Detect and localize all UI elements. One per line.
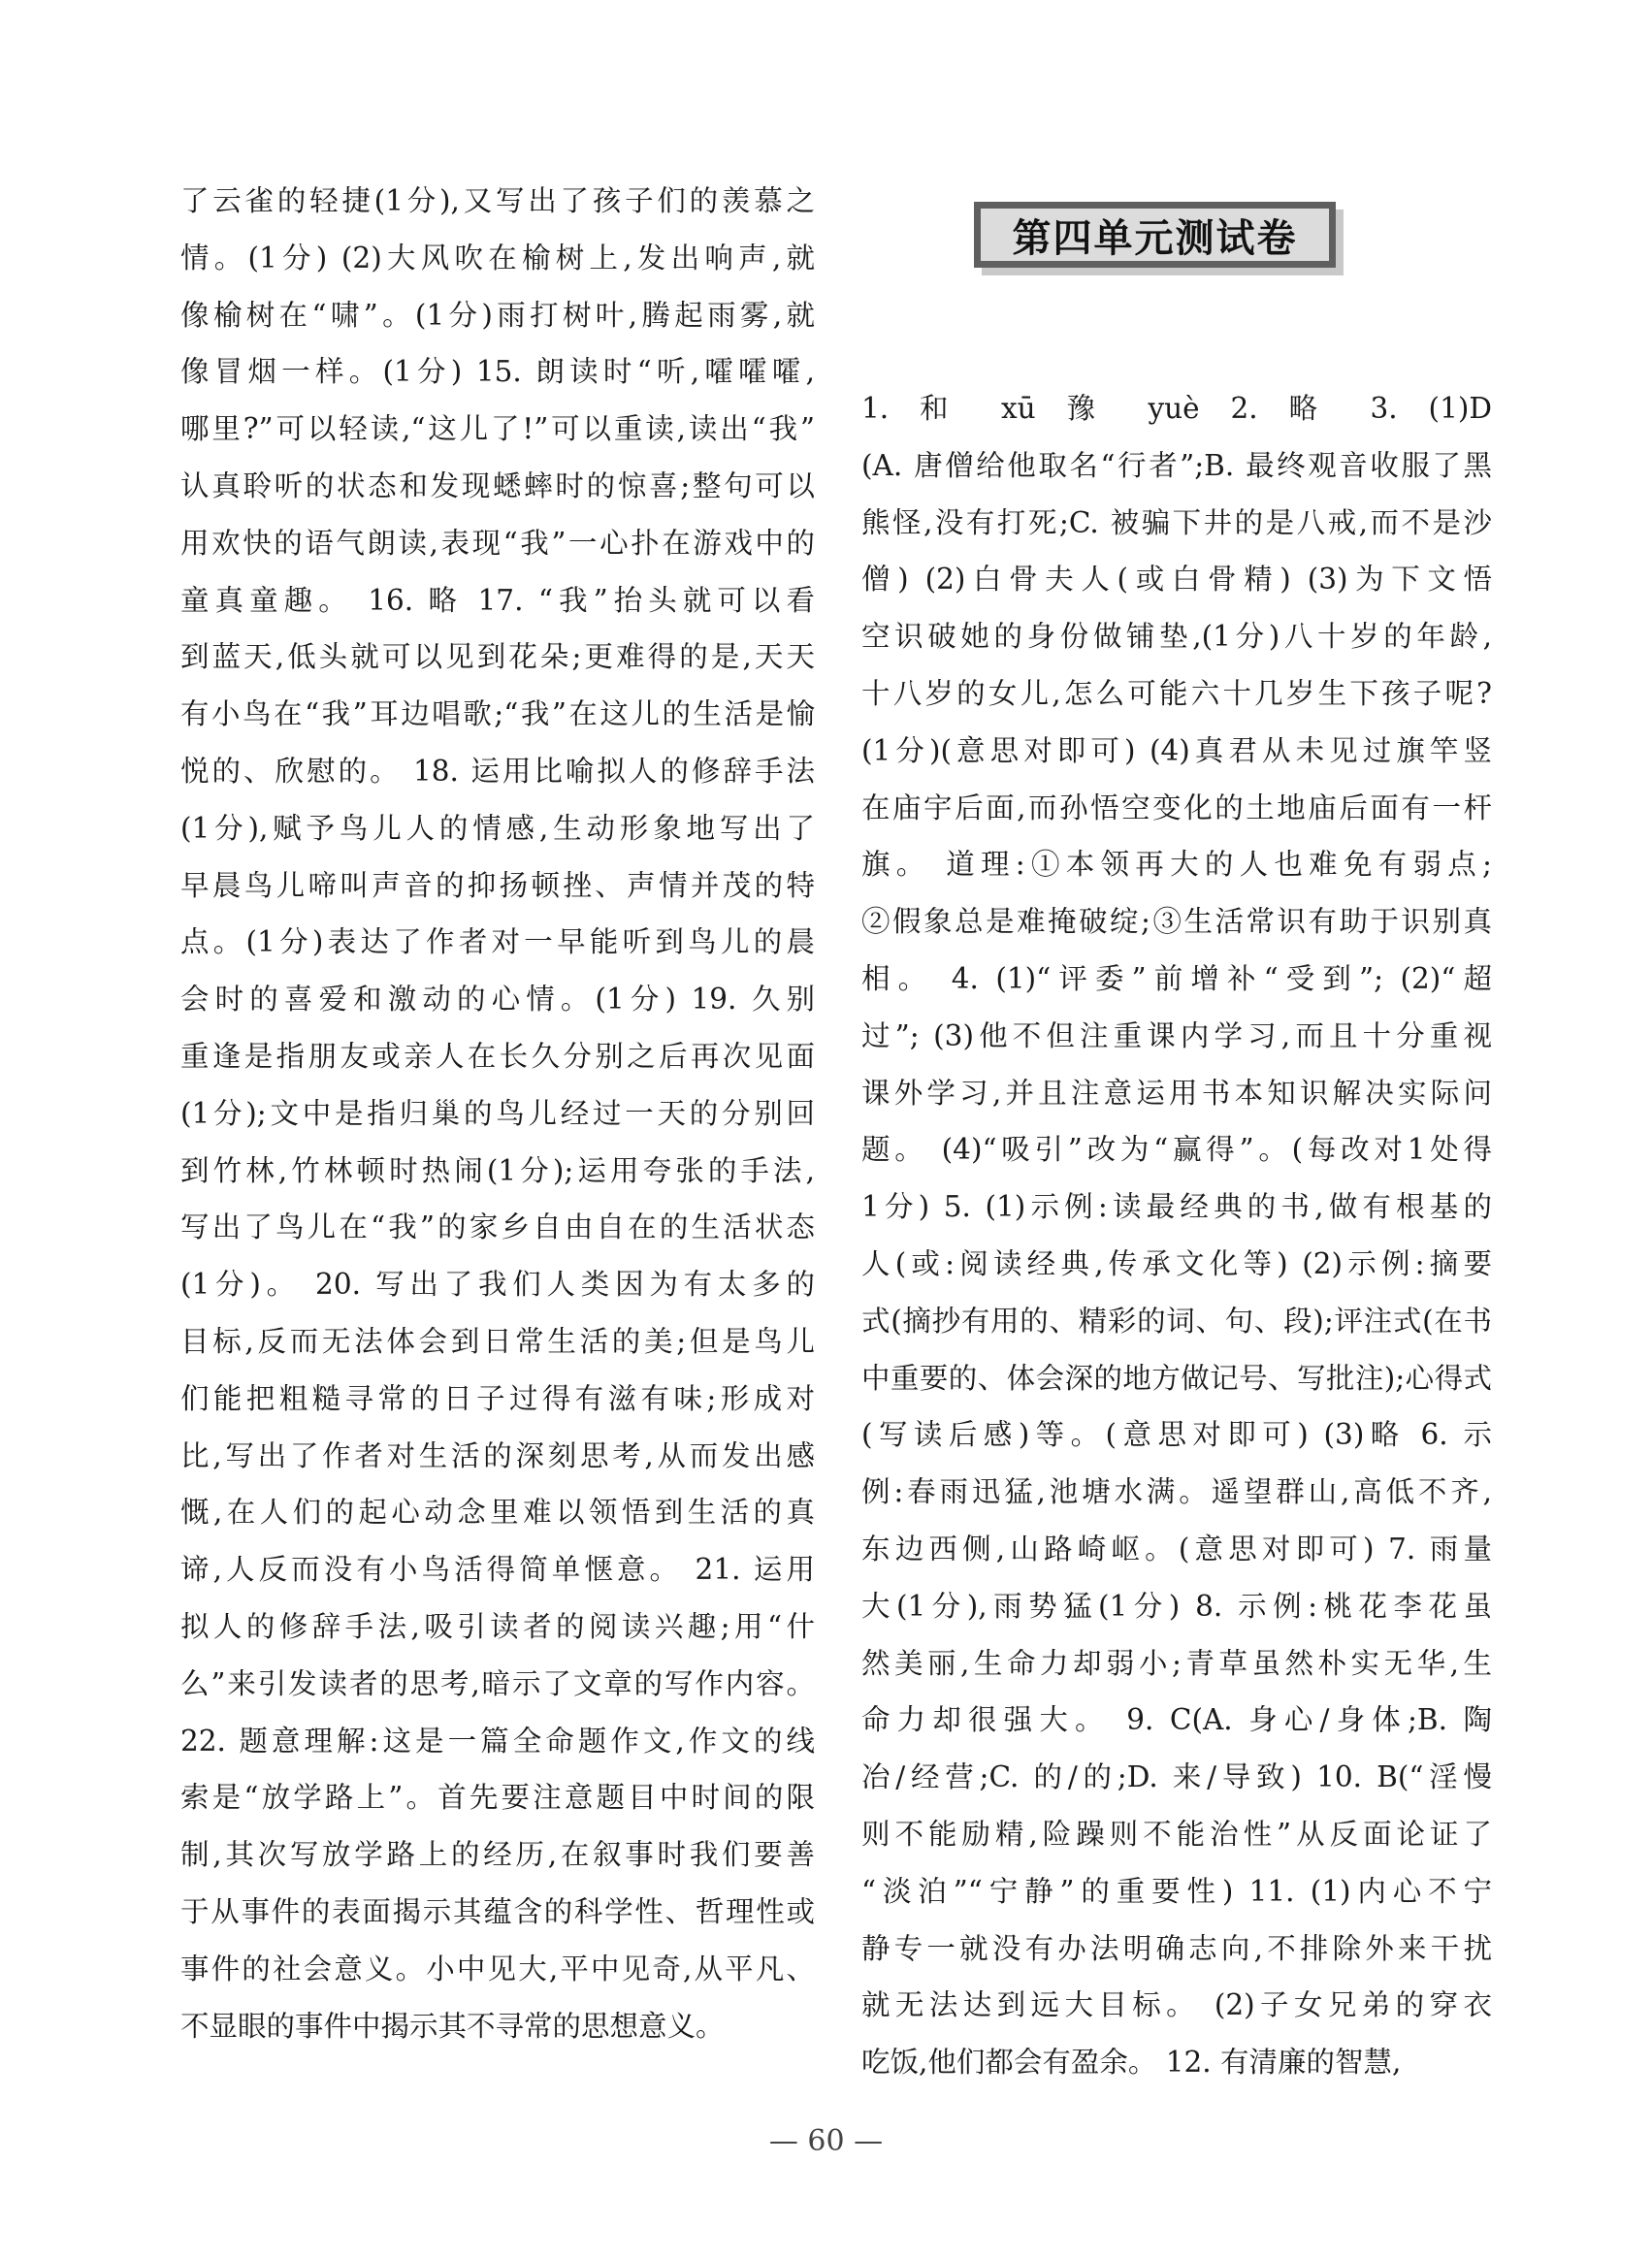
text-line: 了云雀的轻捷(1分),又写出了孩子们的羡慕之: [180, 184, 815, 217]
text-line: 索是“放学路上”。首先要注意题目中时间的限: [180, 1781, 815, 1815]
text-line: 就无法达到远大目标。 (2)子女兄弟的穿衣: [861, 1988, 1492, 2022]
text-line: 比,写出了作者对生活的深刻思考,从而发出感: [180, 1438, 815, 1472]
section-title: 第四单元测试卷: [981, 209, 1329, 261]
text-line: 1. 和 xū 豫 yuè 2. 略 3. (1)D: [861, 392, 1492, 425]
text-line: 大(1分),雨势猛(1分) 8. 示例:桃花李花虽: [861, 1589, 1492, 1623]
text-line: 不显眼的事件中揭示其不寻常的思想意义。: [180, 2009, 725, 2043]
text-line: 童真童趣。 16. 略 17. “我”抬头就可以看: [180, 583, 815, 617]
text-line: ②假象总是难掩破绽;③生活常识有助于识别真: [861, 905, 1492, 939]
text-line: 22. 题意理解:这是一篇全命题作文,作文的线: [180, 1724, 815, 1758]
text-line: 冶/经营;C. 的/的;D. 来/导致) 10. B(“淫慢: [861, 1760, 1492, 1794]
text-line: 十八岁的女儿,怎么可能六十几岁生下孩子呢?: [861, 676, 1492, 710]
text-line: 像冒烟一样。(1分) 15. 朗读时“听,嚯嚯嚯,: [180, 355, 815, 389]
text-line: (写读后感)等。(意思对即可) (3)略 6. 示: [861, 1418, 1492, 1452]
text-line: 旗。 道理:①本领再大的人也难免有弱点;: [861, 848, 1492, 882]
text-line: 会时的喜爱和激动的心情。(1分) 19. 久别: [180, 983, 815, 1017]
text-line: 静专一就没有办法明确志向,不排除外来干扰: [861, 1931, 1492, 1965]
text-line: (1分)(意思对即可) (4)真君从未见过旗竿竖: [861, 733, 1492, 767]
text-line: 有小鸟在“我”耳边唱歌;“我”在这儿的生活是愉: [180, 697, 815, 731]
text-line: (1分)。 20. 写出了我们人类因为有太多的: [180, 1268, 815, 1302]
text-line: 吃饭,他们都会有盈余。 12. 有清廉的智慧,: [861, 2046, 1402, 2080]
text-line: 僧) (2)白骨夫人(或白骨精) (3)为下文悟: [861, 563, 1492, 597]
text-line: 在庙宇后面,而孙悟空变化的土地庙后面有一杆: [861, 791, 1492, 824]
text-line: 相。 4. (1)“评委”前增补“受到”; (2)“超: [861, 961, 1492, 995]
text-line: 么”来引发读者的思考,暗示了文章的写作内容。: [180, 1666, 815, 1700]
text-line: 式(摘抄有用的、精彩的词、句、段);评注式(在书: [861, 1304, 1492, 1338]
text-line: 拟人的修辞手法,吸引读者的阅读兴趣;用“什: [180, 1609, 815, 1643]
section-title-banner: [974, 202, 1336, 268]
text-line: 写出了鸟儿在“我”的家乡自由自在的生活状态: [180, 1210, 815, 1244]
text-line: 到竹林,竹林顿时热闹(1分);运用夸张的手法,: [180, 1153, 815, 1187]
text-line: 人(或:阅读经典,传承文化等) (2)示例:摘要: [861, 1246, 1492, 1280]
text-line: 用欢快的语气朗读,表现“我”一心扑在游戏中的: [180, 526, 815, 560]
text-line: 熊怪,没有打死;C. 被骗下井的是八戒,而不是沙: [861, 505, 1492, 539]
text-line: 1分) 5. (1)示例:读最经典的书,做有根基的: [861, 1190, 1492, 1224]
text-line: 课外学习,并且注意运用书本知识解决实际问: [861, 1076, 1492, 1110]
right-column-answers: [861, 380, 1492, 2091]
text-line: 于从事件的表面揭示其蕴含的科学性、哲理性或: [180, 1894, 815, 1928]
text-line: 中重要的、体会深的地方做记号、写批注);心得式: [861, 1361, 1492, 1395]
text-line: 然美丽,生命力却弱小;青草虽然朴实无华,生: [861, 1646, 1492, 1680]
text-line: 点。(1分)表达了作者对一早能听到鸟儿的晨: [180, 925, 815, 959]
text-line: 过”; (3)他不但注重课内学习,而且十分重视: [861, 1018, 1492, 1052]
text-line: 东边西侧,山路崎岖。(意思对即可) 7. 雨量: [861, 1532, 1492, 1565]
left-column-answers: [180, 173, 815, 2054]
page-number: — 60 —: [768, 2124, 884, 2158]
text-line: (1分),赋予鸟儿人的情感,生动形象地写出了: [180, 811, 815, 845]
text-line: “淡泊”“宁静”的重要性) 11. (1)内心不宁: [861, 1874, 1492, 1908]
text-line: 命力却很强大。 9. C(A. 身心/身体;B. 陶: [861, 1703, 1492, 1737]
text-line: 早晨鸟儿啼叫声音的抑扬顿挫、声情并茂的特: [180, 868, 815, 902]
text-line: 事件的社会意义。小中见大,平中见奇,从平凡、: [180, 1952, 815, 1985]
text-line: (1分);文中是指归巢的鸟儿经过一天的分别回: [180, 1096, 815, 1130]
text-line: 悦的、欣慰的。 18. 运用比喻拟人的修辞手法: [180, 754, 815, 788]
text-line: 目标,反而无法体会到日常生活的美;但是鸟儿: [180, 1324, 815, 1358]
text-line: 空识破她的身份做铺垫,(1分)八十岁的年龄,: [861, 620, 1492, 654]
text-line: 认真聆听的状态和发现蟋蟀时的惊喜;整句可以: [180, 468, 815, 502]
text-line: 重逢是指朋友或亲人在长久分别之后再次见面: [180, 1039, 815, 1073]
text-line: 们能把粗糙寻常的日子过得有滋有味;形成对: [180, 1381, 815, 1415]
text-line: 谛,人反而没有小鸟活得简单惬意。 21. 运用: [180, 1553, 815, 1587]
text-line: 例:春雨迅猛,池塘水满。遥望群山,高低不齐,: [861, 1475, 1492, 1509]
text-line: (A. 唐僧给他取名“行者”;B. 最终观音收服了黑: [861, 448, 1492, 482]
text-line: 像榆树在“啸”。(1分)雨打树叶,腾起雨雾,就: [180, 298, 815, 332]
text-line: 哪里?”可以轻读,“这儿了!”可以重读,读出“我”: [180, 412, 815, 446]
text-line: 则不能励精,险躁则不能治性”从反面论证了: [861, 1817, 1492, 1851]
text-line: 慨,在人们的起心动念里难以领悟到生活的真: [180, 1496, 815, 1530]
text-line: 到蓝天,低头就可以见到花朵;更难得的是,天天: [180, 640, 815, 674]
text-line: 题。 (4)“吸引”改为“赢得”。(每改对1处得: [861, 1133, 1492, 1167]
text-line: 制,其次写放学路上的经历,在叙事时我们要善: [180, 1838, 815, 1872]
text-line: 情。(1分) (2)大风吹在榆树上,发出响声,就: [180, 241, 815, 274]
